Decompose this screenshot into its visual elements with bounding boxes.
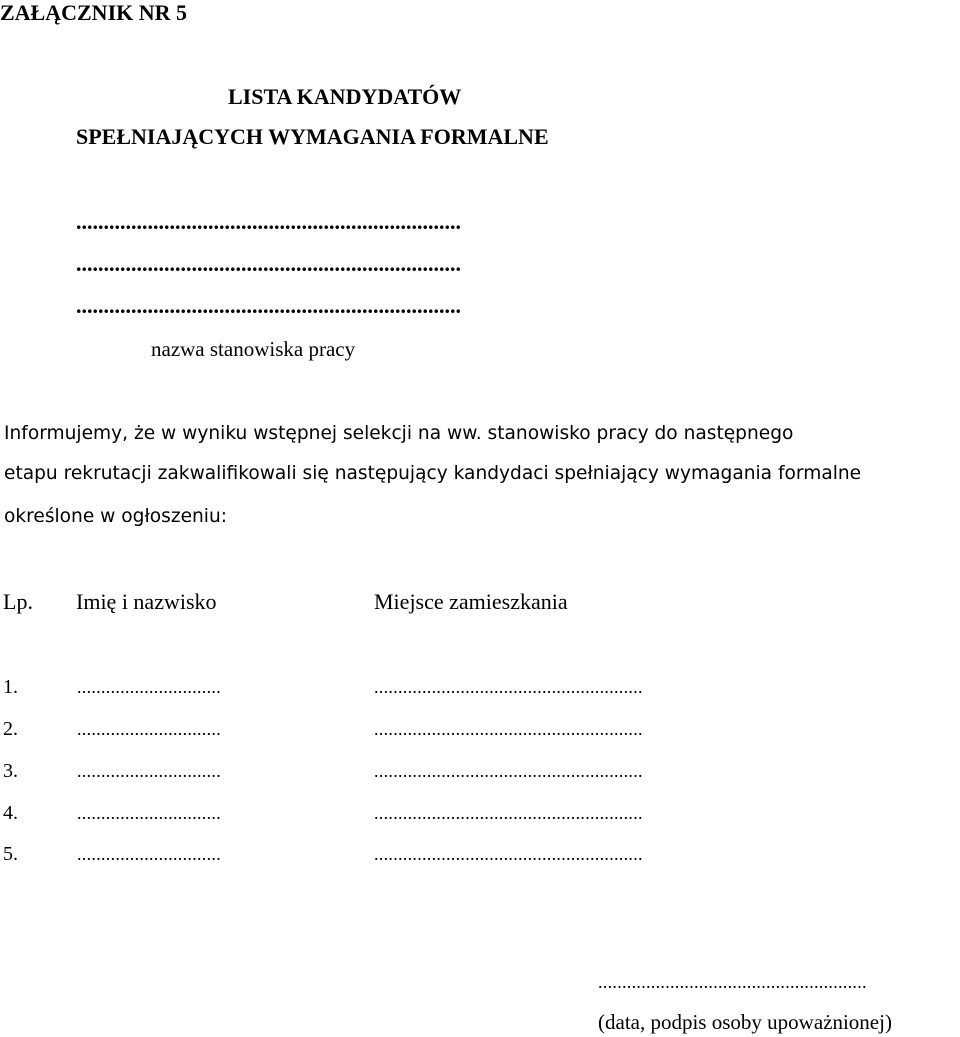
row-number: 3.	[3, 760, 18, 782]
column-header-address: Miejsce zamieszkania	[374, 589, 568, 614]
row-name-dots: ..............................	[77, 677, 221, 697]
row-address-dots: ........................................................	[374, 844, 643, 864]
row-name-dots: ..............................	[77, 803, 221, 823]
position-name-dots-1: ......................................................................	[76, 209, 461, 234]
row-address-dots: ........................................................	[374, 803, 643, 823]
row-number: 2.	[3, 718, 18, 740]
paragraph-line-2: etapu rekrutacji zakwalifikowali się następujący kandydaci spełniający wymagania formalne	[4, 463, 862, 484]
signature-dots: ........................................................	[598, 972, 867, 992]
row-address-dots: ........................................................	[374, 719, 643, 739]
document-title-line-2: SPEŁNIAJĄCYCH WYMAGANIA FORMALNE	[76, 124, 549, 149]
signature-caption: (data, podpis osoby upoważnionej)	[598, 1010, 892, 1034]
annex-title: ZAŁĄCZNIK NR 5	[0, 0, 188, 25]
row-name-dots: ..............................	[77, 719, 221, 739]
row-name-dots: ..............................	[77, 844, 221, 864]
row-number: 1.	[3, 676, 18, 698]
document-title-line-1: LISTA KANDYDATÓW	[228, 84, 462, 109]
row-number: 5.	[3, 843, 18, 865]
row-name-dots: ..............................	[77, 761, 221, 781]
column-header-lp: Lp.	[3, 589, 33, 614]
position-caption: nazwa stanowiska pracy	[151, 337, 356, 361]
row-number: 4.	[3, 802, 18, 824]
row-address-dots: ........................................................	[374, 761, 643, 781]
position-name-dots-2: ......................................................................	[76, 251, 461, 276]
paragraph-line-1: Informujemy, że w wyniku wstępnej selekcji na ww. stanowisko pracy do następnego	[4, 423, 794, 444]
position-name-dots-3: ......................................................................	[76, 293, 461, 318]
row-address-dots: ........................................................	[374, 677, 643, 697]
paragraph-line-3: określone w ogłoszeniu:	[4, 506, 228, 527]
column-header-name: Imię i nazwisko	[76, 589, 217, 614]
